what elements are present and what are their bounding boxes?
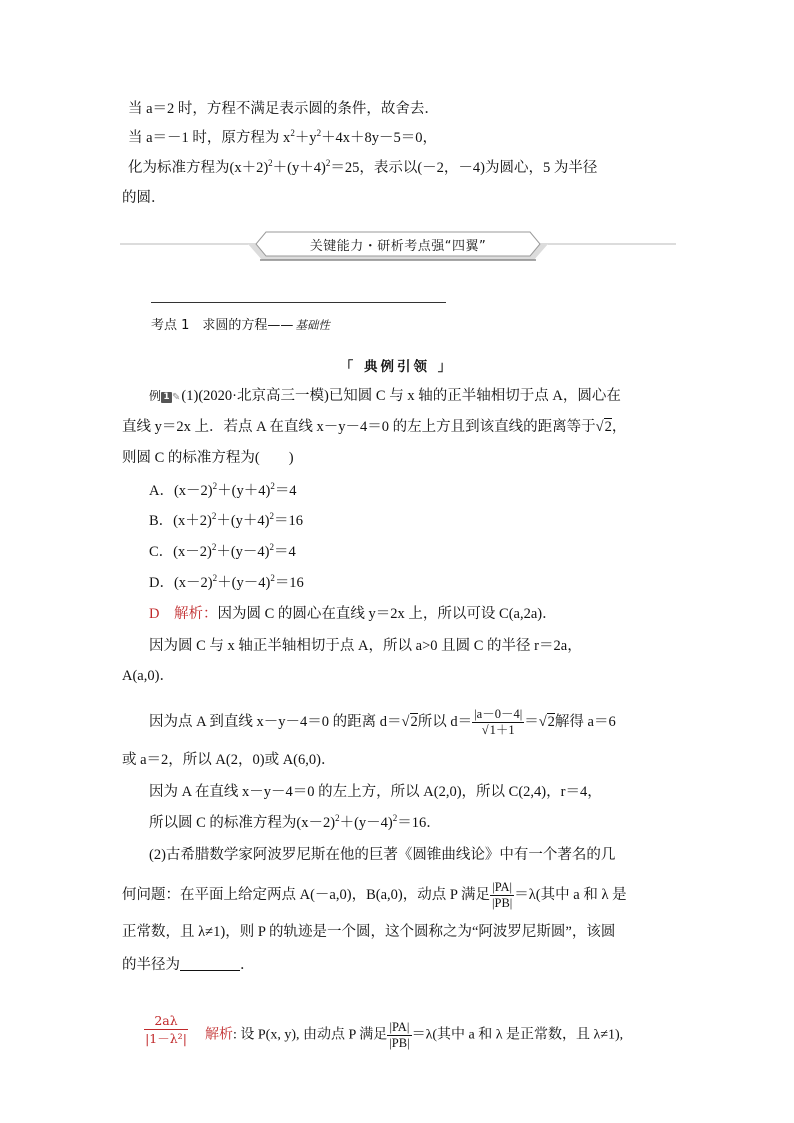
option-a: A．$(x-2)^2+(y+4)^2=4$ [149, 481, 297, 499]
solution-line: 解析: 设 P(x, y), 由动点 P 满足 $\frac{|PA|}{|PB|}$ ＝λ(其中 a 和 λ 是正常数，且 λ≠1), [205, 1020, 624, 1050]
text-run: 直线 y＝2x 上．若点 A 在直线 x－y－4＝0 的左上方且到该直线的距离等于 [122, 419, 596, 435]
exponent: 2 [290, 128, 295, 138]
text-run: 化为标准方程为(x＋2) [128, 160, 269, 176]
example-prefix: 例 [149, 389, 162, 403]
exponent: 2 [316, 128, 322, 138]
text-run: 当 a＝2 时，方程不满足表示圆的条件，故舍去． [128, 101, 439, 117]
distance-fraction: $\frac{|a-0-4|}{√1+1}$ [474, 707, 523, 737]
solution-line [149, 636, 701, 656]
topic-tag: 基础性 [295, 318, 330, 332]
section-banner [120, 230, 676, 262]
solution-line [149, 782, 701, 802]
text-run: ＝25，表示以(－2，－4)为圆心，5 为半径 [330, 160, 598, 176]
solution-line [122, 750, 674, 770]
solution-label: 解析 [205, 1027, 233, 1043]
topic-heading [151, 314, 330, 333]
text-run: (1)(2020·北京高三一模)已知圆 C 与 x 轴的正半轴相切于点 A，圆心在 [181, 388, 621, 404]
problem-line [149, 845, 701, 865]
ratio-fraction: $\frac{|PA|}{|PB|}$ [389, 1020, 410, 1050]
text-run: 因为圆 C 与 x 轴正半轴相切于点 A，所以 a>0 且圆 C 的半径 r＝2a， [149, 638, 582, 654]
text-run: 则圆 C 的标准方程为( ) [122, 450, 294, 466]
option-b: B．$(x+2)^2+(y+4)^2=16$ [149, 511, 304, 529]
ratio-fraction: $\frac{|PA|}{|PB|}$ [491, 880, 513, 910]
banner-title: 关键能力・研析考点强“四翼” [309, 239, 487, 254]
exponent: 2 [325, 158, 331, 168]
example-line: 直线 y＝2x 上．若点 A 在直线 x－y－4＝0 的左上方且到该直线的距离等于√2， [122, 419, 627, 435]
solution-line: 所以圆 C 的标准方程为$(x-2)^2+(y-4)^2=16$． [149, 813, 441, 831]
text-run: ， [611, 419, 627, 435]
text-run: A(a,0)． [122, 668, 174, 684]
sqrt-value: 2 [604, 419, 612, 435]
text-run: ＋4x＋8y－5＝0， [321, 130, 438, 146]
solution-line [149, 604, 701, 624]
option-c: C．$(x-2)^2+(y-4)^2=4$ [149, 542, 296, 560]
exponent: 2 [268, 158, 273, 168]
text-line [122, 188, 674, 208]
solution-label: 解析： [173, 606, 218, 622]
answer-blank[interactable] [180, 956, 240, 971]
pen-icon: ✎ [172, 392, 181, 403]
text-line [122, 128, 674, 148]
solution-line: 因为点 A 到直线 x－y－4＝0 的距离 d＝√2所以 d＝ $\frac{|a-0-4|}{√1+1}$ ＝√2解得 a＝6 [149, 707, 616, 737]
text-run: 因为圆 C 的圆心在直线 y＝2x 上，所以可设 C(a,2a)． [217, 606, 557, 622]
text-line [122, 99, 674, 119]
text-run: 正常数，且 λ≠1)，则 P 的轨迹是一个圆，这个圆称之为“阿波罗尼斯圆”，该圆 [122, 924, 616, 940]
text-run: ＋y [294, 130, 317, 146]
topic-label: 考点 1 求圆的方程—— [151, 318, 294, 333]
example-line [122, 386, 674, 408]
text-run: ＋(y＋4) [272, 160, 326, 176]
solution-line [122, 666, 674, 686]
text-run: 或 a＝2，所以 A(2，0)或 A(6,0)． [122, 752, 336, 768]
answer-letter: D [149, 606, 160, 622]
example-line [122, 448, 674, 468]
topic-divider [151, 302, 446, 303]
option-d: D．$(x-2)^2+(y-4)^2=16$ [149, 573, 304, 591]
problem-line: 的半径为 ． [122, 957, 255, 973]
text-run: 当 a＝－1 时，原方程为 x [128, 130, 291, 146]
problem-line: 何问题：在平面上给定两点 A(－a,0)，B(a,0)，动点 P 满足 $\frac{|PA|}{|PB|}$ ＝λ(其中 a 和 λ 是 [122, 880, 627, 910]
subhead-title: 「 典例引领 」 [339, 359, 455, 375]
text-run: 因为 A 在直线 x－y－4＝0 的左上方，所以 A(2,0)，所以 C(2,4)，r＝4， [149, 784, 602, 800]
answer-fraction: $\frac{2a\lambda}{\text{|1－λ²|}}$ [145, 1013, 187, 1046]
problem-line [122, 922, 674, 942]
text-line [122, 158, 674, 178]
example-number-icon: 1 [161, 392, 172, 403]
text-run: 的圆． [122, 190, 166, 206]
text-run: (2)古希腊数学家阿波罗尼斯在他的巨著《圆锥曲线论》中有一个著名的几 [149, 847, 616, 863]
